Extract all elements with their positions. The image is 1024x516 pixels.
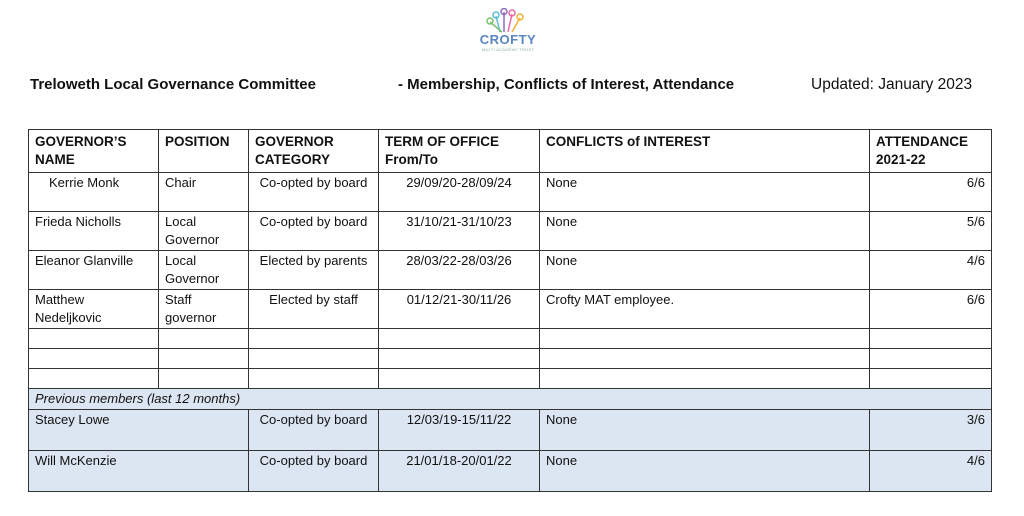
table-row xyxy=(29,212,992,251)
cell-term: 29/09/20-28/09/24 xyxy=(379,173,540,212)
empty-row xyxy=(29,369,992,389)
col-header-attendance: ATTENDANCE 2021-22 xyxy=(870,130,992,173)
col-header-name: GOVERNOR’S NAME xyxy=(29,130,159,173)
updated-date: Updated: January 2023 xyxy=(811,76,973,93)
cell-name: Kerrie Monk xyxy=(29,173,159,212)
cell-attendance: 4/6 xyxy=(870,251,992,290)
table-row xyxy=(29,410,992,451)
previous-members-label: Previous members (last 12 months) xyxy=(29,389,992,410)
cell-name: Will McKenzie xyxy=(29,451,249,492)
cell-category: Elected by staff xyxy=(249,290,379,329)
empty-row xyxy=(29,349,992,369)
cell-conflicts: None xyxy=(540,251,870,290)
cell-attendance: 6/6 xyxy=(870,173,992,212)
cell-attendance: 5/6 xyxy=(870,212,992,251)
logo-wordmark: CROFTY xyxy=(479,32,537,47)
cell-conflicts: None xyxy=(540,451,870,492)
cell-conflicts: Crofty MAT employee. xyxy=(540,290,870,329)
cell-conflicts: None xyxy=(540,410,870,451)
table-row xyxy=(29,290,992,329)
cell-attendance: 4/6 xyxy=(870,451,992,492)
cell-category: Elected by parents xyxy=(249,251,379,290)
cell-conflicts: None xyxy=(540,173,870,212)
cell-term: 28/03/22-28/03/26 xyxy=(379,251,540,290)
col-header-term: TERM OF OFFICE From/To xyxy=(379,130,540,173)
cell-term: 01/12/21-30/11/26 xyxy=(379,290,540,329)
cell-category: Co-opted by board xyxy=(249,173,379,212)
cell-term: 12/03/19-15/11/22 xyxy=(379,410,540,451)
document-subtitle: - Membership, Conflicts of Interest, Attendance xyxy=(398,76,735,93)
cell-position: Local Governor xyxy=(159,212,249,251)
empty-row xyxy=(29,329,992,349)
cell-category: Co-opted by board xyxy=(249,451,379,492)
col-header-conflicts: CONFLICTS of INTEREST xyxy=(540,130,870,173)
cell-position: Local Governor xyxy=(159,251,249,290)
col-header-position: POSITION xyxy=(159,130,249,173)
cell-position: Chair xyxy=(159,173,249,212)
table-header-row xyxy=(29,130,992,173)
previous-members-header xyxy=(29,389,992,410)
cell-name: Eleanor Glanville xyxy=(29,251,159,290)
cell-term: 31/10/21-31/10/23 xyxy=(379,212,540,251)
logo-tagline: MULTI ACADEMY TRUST xyxy=(481,47,535,52)
committee-title: Treloweth Local Governance Committee xyxy=(30,76,316,93)
cell-term: 21/01/18-20/01/22 xyxy=(379,451,540,492)
crofty-logo xyxy=(476,8,540,50)
cell-category: Co-opted by board xyxy=(249,410,379,451)
logo-graphic-icon xyxy=(476,8,540,34)
cell-name: Matthew Nedeljkovic xyxy=(29,290,159,329)
cell-attendance: 3/6 xyxy=(870,410,992,451)
cell-conflicts: None xyxy=(540,212,870,251)
table-row xyxy=(29,451,992,492)
cell-attendance: 6/6 xyxy=(870,290,992,329)
cell-name: Stacey Lowe xyxy=(29,410,249,451)
governance-table xyxy=(28,129,992,492)
table-row xyxy=(29,251,992,290)
cell-name: Frieda Nicholls xyxy=(29,212,159,251)
col-header-category: GOVERNOR CATEGORY xyxy=(249,130,379,173)
cell-position: Staff governor xyxy=(159,290,249,329)
table-row xyxy=(29,173,992,212)
cell-category: Co-opted by board xyxy=(249,212,379,251)
